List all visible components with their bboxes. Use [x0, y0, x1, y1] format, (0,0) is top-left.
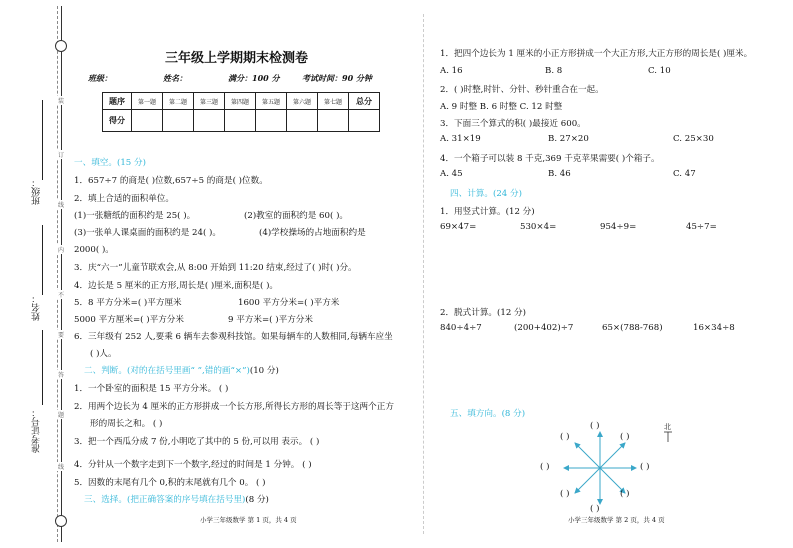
page-footer: 小学三年级数学 第 2 页，共 4 页 [568, 516, 665, 524]
side-class-label: 班级： [32, 178, 42, 205]
calc-item: 45÷7= [686, 222, 717, 232]
header-class-label: 班级： [88, 73, 112, 83]
question: 9 平方米=( )平方分米 [228, 315, 313, 325]
side-exam-no-line [42, 330, 43, 405]
binding-char: 内 [57, 247, 64, 254]
option: A. 16 [440, 66, 463, 76]
side-name-label: 姓名： [32, 294, 42, 321]
section-1-title: 一、填空。(15 分) [74, 158, 146, 168]
binding-ring [55, 40, 67, 52]
score-table-column: 第三题 [194, 93, 225, 110]
question: 1600 平方分米=( )平方米 [238, 298, 340, 308]
score-table-column: 第六题 [287, 93, 318, 110]
question: 3．下面三个算式的积( )最接近 600。 [440, 119, 586, 129]
question: 1．657÷7 的商是( )位数,657÷5 的商是( )位数。 [74, 176, 268, 186]
side-name-line [42, 225, 43, 295]
binding-char: 答 [57, 372, 64, 379]
section-5-title: 五、填方向。(8 分) [450, 409, 526, 419]
question: 5．因数的末尾有几个 0,积的末尾就有几个 0。 ( ) [74, 478, 266, 488]
direction-blank-se[interactable]: ( ) [620, 489, 630, 499]
score-table-column: 第二题 [163, 93, 194, 110]
question: 1．一个卧室的面积是 15 平方分米。 ( ) [74, 384, 229, 394]
page-footer: 小学三年级数学 第 1 页，共 4 页 [200, 516, 297, 524]
score-table-row-head: 得分 [103, 110, 132, 132]
binding-char: 要 [57, 332, 64, 339]
score-table-column: 第五题 [256, 93, 287, 110]
question: 5000 平方厘米=( )平方分米 [74, 315, 184, 325]
calc-item: 530×4= [520, 222, 557, 232]
score-table-column: 第七题 [318, 93, 349, 110]
question: 2．脱式计算。(12 分) [440, 308, 526, 318]
question: ( )人。 [90, 349, 117, 359]
direction-blank-e[interactable]: ( ) [640, 462, 650, 472]
option: B. 46 [548, 169, 571, 179]
calc-item: 840÷4÷7 [440, 323, 482, 333]
binding-char: 线 [57, 202, 64, 209]
calc-item: 65×(788-768) [602, 323, 663, 333]
arrow-southwest [575, 468, 600, 493]
score-table [102, 92, 380, 132]
question: (4)学校操场的占地面积约是 [259, 228, 366, 238]
calc-item: (200+402)÷7 [514, 323, 574, 333]
option: B. 27×20 [548, 134, 589, 144]
question: 3．庆“六一”儿童节联欢会,从 8:00 开始到 11:20 结束,经过了( )时( )分。 [74, 263, 357, 273]
question: (2)教室的面积约是 60( )。 [244, 211, 349, 221]
direction-blank-nw[interactable]: ( ) [560, 432, 570, 442]
side-class-line [42, 100, 43, 180]
option: B. 8 [545, 66, 563, 76]
calc-item: 69×47= [440, 222, 477, 232]
side-exam-no-label: 准考证号： [32, 408, 42, 453]
score-cell[interactable] [349, 110, 380, 132]
question: 1．把四个边长为 1 厘米的小正方形拼成一个大正方形,大正方形的周长是( )厘米。 [440, 49, 753, 59]
question: (1)一张糖纸的面积约是 25( )。 [74, 211, 196, 221]
option: C. 47 [673, 169, 696, 179]
option: A. 9 时整 B. 6 时整 C. 12 时整 [440, 102, 563, 112]
binding-char: 线 [57, 464, 64, 471]
score-cell[interactable] [256, 110, 287, 132]
binding-char: 订 [57, 152, 64, 159]
question: (3)一张单人课桌面的面积约是 24( )。 [74, 228, 221, 238]
direction-blank-ne[interactable]: ( ) [620, 432, 630, 442]
score-cell[interactable] [194, 110, 225, 132]
score-table-column: 第一题 [132, 93, 163, 110]
option: A. 45 [440, 169, 463, 179]
binding-char: 装 [57, 98, 64, 105]
direction-blank-n[interactable]: ( ) [590, 421, 600, 431]
north-label: 北 [664, 423, 671, 431]
option: A. 31×19 [440, 134, 481, 144]
question: 4．分针从一个数字走到下一个数字,经过的时间是 1 分钟。 ( ) [74, 460, 312, 470]
direction-blank-w[interactable]: ( ) [540, 462, 550, 472]
score-table-row-head: 题序 [103, 93, 132, 110]
page-divider [423, 14, 424, 534]
score-cell[interactable] [132, 110, 163, 132]
option: C. 10 [648, 66, 671, 76]
binding-ring [55, 515, 67, 527]
header-name-label: 姓名： [163, 73, 187, 83]
calc-item: 16×34÷8 [693, 323, 735, 333]
header-score-info: 满分：100 分 [228, 73, 280, 83]
question: 2．填上合适的面积单位。 [74, 194, 174, 204]
arrow-northeast [600, 443, 625, 468]
direction-blank-s[interactable]: ( ) [590, 504, 600, 514]
question: 3．把一个西瓜分成 7 份,小明吃了其中的 5 份,可以用 表示。 ( ) [74, 437, 320, 447]
question: 2．用两个边长为 4 厘米的正方形拼成一个长方形,所得长方形的周长等于这两个正方 [74, 402, 394, 412]
question: 1．用竖式计算。(12 分) [440, 207, 535, 217]
direction-blank-sw[interactable]: ( ) [560, 489, 570, 499]
binding-char: 题 [57, 412, 64, 419]
arrow-northwest [575, 443, 600, 468]
score-cell[interactable] [163, 110, 194, 132]
question: 4．边长是 5 厘米的正方形,周长是( )厘米,面积是( )。 [74, 281, 279, 291]
calc-item: 954÷9= [600, 222, 637, 232]
section-3-title: 三、选择。(把正确答案的序号填在括号里)(8 分) [84, 495, 269, 505]
option: C. 25×30 [673, 134, 714, 144]
score-cell[interactable] [318, 110, 349, 132]
question: 4．一个箱子可以装 8 千克,369 千克苹果需要( )个箱子。 [440, 154, 660, 164]
binding-char: 不 [57, 292, 64, 299]
question: 5．8 平方分米=( )平方厘米 [74, 298, 182, 308]
section-2-title: 二、判断。(对的在括号里画“ ”,错的画“×”)(10 分) [84, 366, 279, 376]
score-cell[interactable] [287, 110, 318, 132]
question: 2．( )时整,时针、分针、秒针重合在一起。 [440, 85, 604, 95]
question: 2000( )。 [74, 245, 114, 255]
question: 形的周长之和。 ( ) [90, 419, 163, 429]
score-cell[interactable] [225, 110, 256, 132]
score-table-column: 第四题 [225, 93, 256, 110]
header-time-info: 考试时间：90 分钟 [302, 73, 372, 83]
score-table-total: 总分 [349, 93, 380, 110]
direction-figure [530, 418, 680, 518]
section-4-title: 四、计算。(24 分) [450, 189, 522, 199]
exam-title: 三年级上学期期末检测卷 [165, 51, 309, 66]
question: 6．三年级有 252 人,要乘 6 辆车去参观科技馆。如果每辆车的人数相同,每辆车应坐 [74, 332, 393, 342]
